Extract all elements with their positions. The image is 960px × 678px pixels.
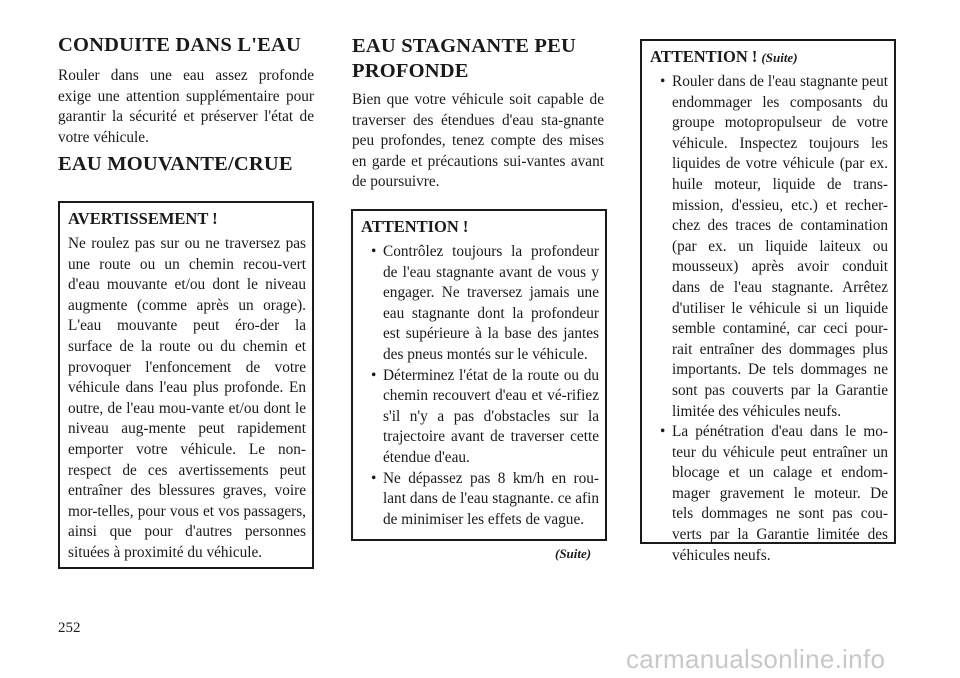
subsection-title: EAU MOUVANTE/CRUE [58, 153, 293, 175]
caution-box-continued [640, 39, 896, 564]
watermark: carmanualsonline.info [626, 644, 886, 674]
warning-box [58, 201, 314, 569]
caution-list [650, 72, 888, 566]
section-title: EAU STAGNANTE PEU PROFONDE [352, 35, 576, 82]
warning-title: AVERTISSEMENT ! [68, 209, 218, 228]
warning-text: Ne roulez pas sur ou ne traversez pas une route ou un chemin recou-vert d'eau mouvante et/ou dont le niveau augmente (comme après un orage). L'eau mouvante peut éro-der la surface de la route ou du chemin et provoquer l'enfoncement de votre véhicule dans l'eau plus profonde. En outre, de l'eau mou-vante et/ou dont le niveau aug-mente peut rapidement emporter votre véhicule. Le non-respect de ces avertissements peut entraîner des blessures graves, voire mor-telles, pour vous et vos passagers, ainsi que pour d'autres personnes situées à proximité du véhicule. [68, 235, 306, 561]
intro-paragraph: Rouler dans une eau assez profonde exige une attention supplémentaire pour garantir la sécurité et préserver l'état de votre véhicule. [58, 67, 314, 146]
caution-title: ATTENTION ! [361, 217, 469, 236]
intro-paragraph: Bien que votre véhicule soit capable de traverser des étendues d'eau sta-gnante peu profondes, tenez compte des mises en garde et précautions sui-vantes avant de poursuivre. [352, 91, 604, 191]
list-item: • Rouler dans de l'eau stagnante peut endommager les composants du groupe motopropulseur de votre véhicule. Inspectez toujours les liquides de votre véhicule (par ex. huile moteur, liquide de trans-mission, d'essieu, etc.) et recher-chez des traces de contamination (par ex. un liquide laiteux ou mousseux) après avoir conduit dans de l'eau stagnante. Arrêtez d'utiliser le véhicule si un liquide semble contaminé, car ceci pour-rait entraîner des dommages plus importants. De tels dommages ne sont pas couverts par la Garantie limitée des véhicules neufs. [650, 72, 888, 422]
caution-box [351, 209, 607, 541]
list-item: • Contrôlez toujours la profondeur de l'eau stagnante avant de vous y engager. Ne traversez jamais une eau stagnante dont la profondeur est supérieure à la base des jantes des pneus montés sur le véhicule. [361, 242, 599, 366]
list-item: • Ne dépassez pas 8 km/h en rou-lant dans de l'eau stagnante. ce afin de minimiser les effets de vague. [361, 469, 599, 531]
continued-label: (Suite) [761, 50, 798, 65]
section-title: CONDUITE DANS L'EAU [58, 34, 302, 56]
page-number: 252 [58, 620, 81, 636]
caution-title-text: ATTENTION ! [650, 47, 758, 66]
list-item: • La pénétration d'eau dans le mo-teur du véhicule peut entraîner un blocage et un calage et endom-mager gravement le moteur. De tels dommages ne sont pas cou-verts par la Garantie limitée des véhicules neufs. [650, 422, 888, 566]
caution-list [361, 242, 599, 530]
continued-label: (Suite) [555, 546, 592, 561]
caution-title [650, 47, 888, 67]
list-item: • Déterminez l'état de la route ou du chemin recouvert d'eau et vé-rifiez s'il n'y a pas d'obstacles sur la trajectoire avant de traverser cette étendue d'eau. [361, 366, 599, 469]
